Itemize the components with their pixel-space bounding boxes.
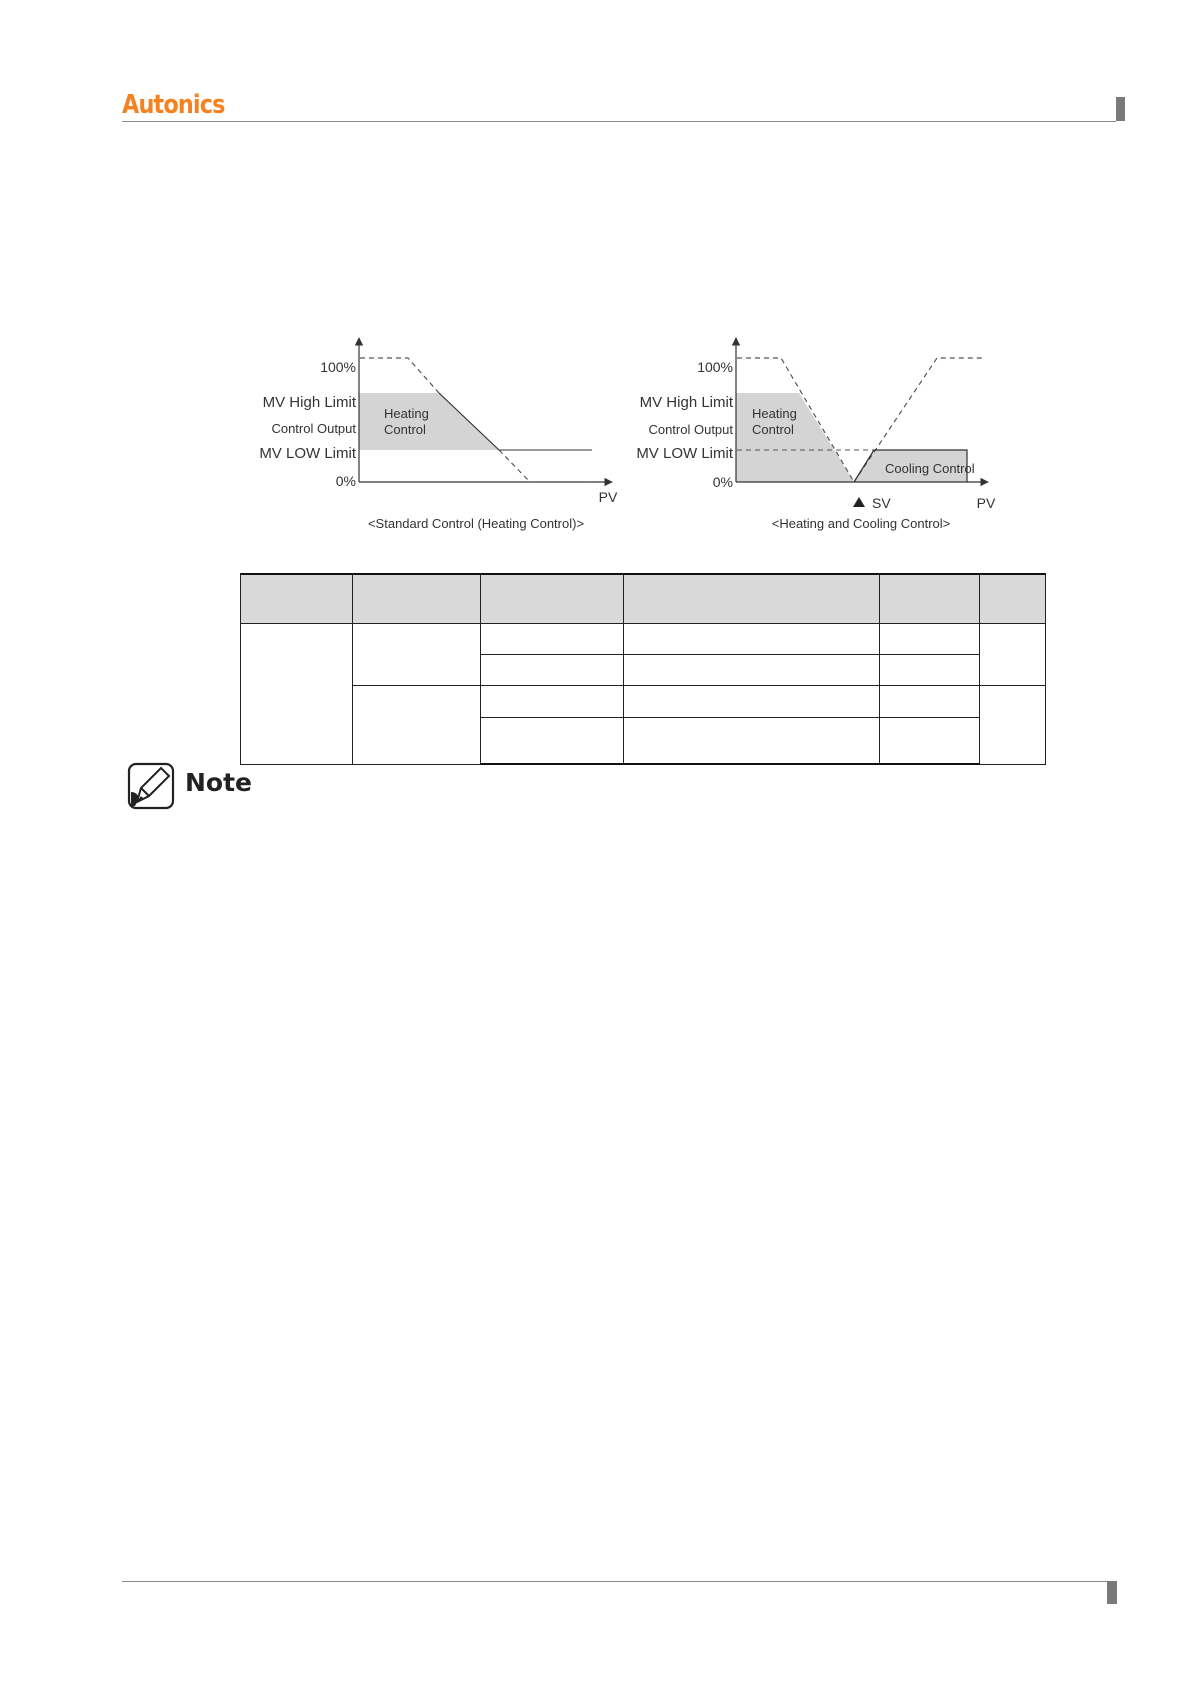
footer-rule: [122, 1581, 1107, 1582]
header-rule: [122, 121, 1116, 122]
label-mv-low: MV LOW Limit: [636, 445, 733, 462]
label-heating-2: Control: [384, 422, 426, 437]
caption-standard: <Standard Control (Heating Control)>: [367, 516, 585, 531]
mv-limit-diagram: [240, 330, 1000, 545]
table-cell: [880, 655, 980, 686]
label-sv: SV: [872, 495, 891, 511]
table-cell: [241, 624, 353, 765]
note-label: Note: [185, 768, 253, 797]
table-cell: [880, 686, 980, 717]
table-cell: [880, 624, 980, 655]
label-mv-high: MV High Limit: [639, 394, 733, 411]
label-100: 100%: [320, 359, 356, 375]
table-row: [241, 686, 1046, 717]
standard-control-diagram: [259, 338, 618, 531]
table-header-row: [241, 574, 1046, 624]
table-cell: [980, 686, 1046, 764]
table-cell: [624, 717, 880, 764]
table-cell: [624, 655, 880, 686]
sv-marker: [853, 497, 865, 507]
brand-name: Autonics: [122, 90, 225, 120]
label-mv-high: MV High Limit: [262, 394, 356, 411]
brand-logo: [122, 90, 225, 120]
table-cell: [353, 686, 481, 764]
header-cell: [980, 574, 1046, 624]
label-control-output: Control Output: [648, 422, 733, 437]
footer-tab: [1107, 1581, 1117, 1604]
label-control-output: Control Output: [271, 421, 356, 436]
note-pencil-icon: [127, 762, 175, 810]
header-cell: [481, 574, 624, 624]
table-cell: [880, 717, 980, 764]
table-cell: [481, 686, 624, 717]
label-zero: 0%: [335, 473, 356, 489]
table-cell: [624, 624, 880, 655]
heating-area: [359, 393, 499, 450]
label-heating-2: Control: [752, 422, 794, 437]
header-cell: [353, 574, 481, 624]
heat-cool-diagram: [636, 338, 996, 531]
table-cell: [624, 686, 880, 717]
label-mv-low: MV LOW Limit: [259, 445, 356, 462]
table-cell: [980, 624, 1046, 686]
label-heating-1: Heating: [384, 406, 429, 421]
label-heating-1: Heating: [752, 406, 797, 421]
header-cell: [624, 574, 880, 624]
label-zero: 0%: [712, 474, 733, 490]
table-cell: [481, 717, 624, 764]
table-cell: [481, 655, 624, 686]
label-pv: PV: [976, 495, 996, 511]
caption-heat-cool: <Heating and Cooling Control>: [771, 516, 951, 531]
label-cooling: Cooling Control: [885, 461, 975, 476]
heating-curve-dashed-low: [499, 450, 592, 482]
table-cell: [481, 624, 624, 655]
label-100: 100%: [697, 359, 733, 375]
label-pv: PV: [598, 489, 618, 505]
header-tab: [1116, 97, 1125, 121]
header-cell: [880, 574, 980, 624]
parameter-table: [240, 573, 1046, 765]
heating-curve-dashed: [360, 358, 439, 393]
table-row: [241, 624, 1046, 655]
table-cell: [353, 624, 481, 686]
header-cell: [241, 574, 353, 624]
